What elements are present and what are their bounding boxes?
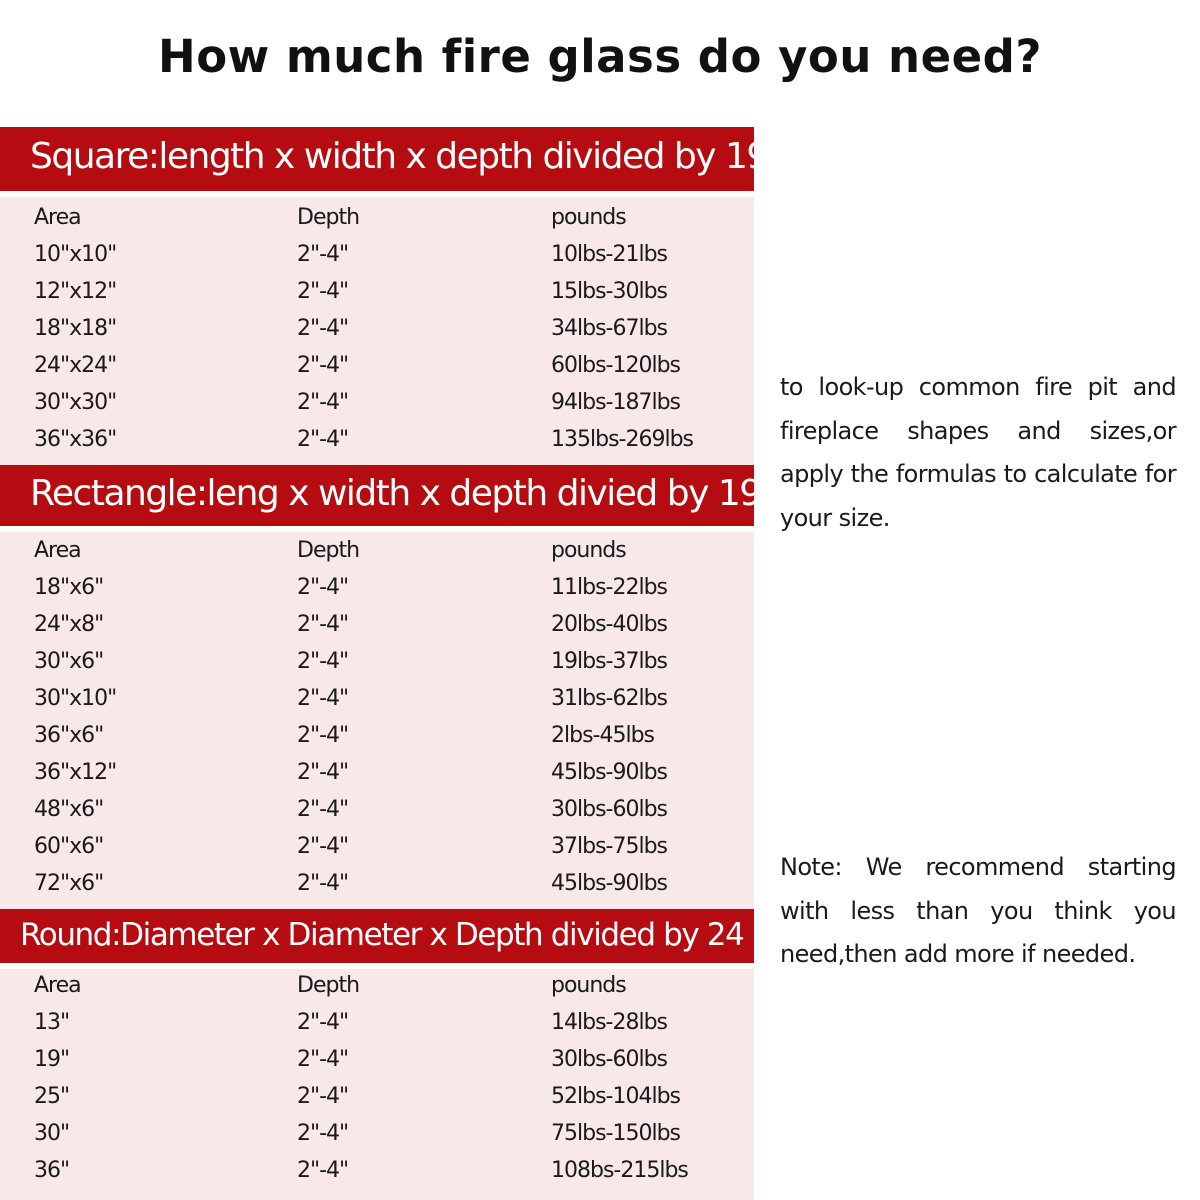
pounds-cell: 2lbs-45lbs — [551, 723, 655, 748]
area-cell: 30"x6" — [34, 649, 104, 674]
table-row — [0, 279, 754, 316]
table-row — [0, 316, 754, 353]
depth-column-header: Depth — [297, 973, 360, 998]
pounds-cell: 10lbs-21lbs — [551, 242, 668, 267]
area-cell: 30" — [34, 1121, 70, 1146]
depth-cell: 2"-4" — [297, 1158, 349, 1183]
pounds-cell: 15lbs-30lbs — [551, 279, 668, 304]
table-row — [0, 1010, 754, 1047]
depth-cell: 2"-4" — [297, 1121, 349, 1146]
table-row — [0, 1121, 754, 1158]
table-row — [0, 575, 754, 612]
depth-cell: 2"-4" — [297, 353, 349, 378]
table-row — [0, 1084, 754, 1121]
pounds-cell: 94lbs-187lbs — [551, 390, 681, 415]
table-row — [0, 390, 754, 427]
area-cell: 18"x6" — [34, 575, 104, 600]
depth-cell: 2"-4" — [297, 723, 349, 748]
area-cell: 60"x6" — [34, 834, 104, 859]
table-row — [0, 686, 754, 723]
round-section-heading: Round:Diameter x Diameter x Depth divided by 24 — [0, 909, 754, 969]
pounds-cell: 75lbs-150lbs — [551, 1121, 681, 1146]
page-title: How much fire glass do you need? — [158, 30, 1042, 83]
lookup-instructions: to look-up common fire pit and fireplace shapes and sizes,or apply the formulas to calculate for your size. — [780, 373, 1176, 532]
area-cell: 24"x24" — [34, 353, 117, 378]
pounds-column-header: pounds — [551, 538, 626, 563]
pounds-cell: 45lbs-90lbs — [551, 871, 668, 896]
depth-cell: 2"-4" — [297, 686, 349, 711]
depth-cell: 2"-4" — [297, 427, 349, 452]
area-cell: 24"x8" — [34, 612, 104, 637]
area-cell: 30"x10" — [34, 686, 117, 711]
pounds-cell: 37lbs-75lbs — [551, 834, 668, 859]
table-row — [0, 723, 754, 760]
pounds-cell: 60lbs-120lbs — [551, 353, 681, 378]
table-row — [0, 353, 754, 390]
area-cell: 36"x6" — [34, 723, 104, 748]
pounds-cell: 14lbs-28lbs — [551, 1010, 668, 1035]
table-row — [0, 612, 754, 649]
depth-cell: 2"-4" — [297, 316, 349, 341]
depth-cell: 2"-4" — [297, 1084, 349, 1109]
area-cell: 19" — [34, 1047, 70, 1072]
depth-cell: 2"-4" — [297, 612, 349, 637]
pounds-cell: 135lbs-269lbs — [551, 427, 693, 452]
area-cell: 36"x36" — [34, 427, 117, 452]
depth-cell: 2"-4" — [297, 1010, 349, 1035]
depth-cell: 2"-4" — [297, 649, 349, 674]
depth-cell: 2"-4" — [297, 279, 349, 304]
depth-cell: 2"-4" — [297, 797, 349, 822]
table-row — [0, 871, 754, 908]
depth-cell: 2"-4" — [297, 390, 349, 415]
pounds-cell: 30lbs-60lbs — [551, 1047, 668, 1072]
table-row — [0, 427, 754, 464]
pounds-cell: 52lbs-104lbs — [551, 1084, 681, 1109]
glass-table — [0, 127, 768, 1200]
area-cell: 18"x18" — [34, 316, 117, 341]
pounds-column-header: pounds — [551, 205, 626, 230]
table-row — [0, 242, 754, 279]
pounds-cell: 30lbs-60lbs — [551, 797, 668, 822]
recommendation-note: Note: We recommend starting with less than you think you need,then add more if needed. — [780, 853, 1176, 968]
area-column-header: Area — [34, 538, 81, 563]
depth-column-header: Depth — [297, 538, 360, 563]
column-header-row — [0, 205, 754, 242]
area-cell: 48"x6" — [34, 797, 104, 822]
depth-cell: 2"-4" — [297, 871, 349, 896]
area-column-header: Area — [34, 205, 81, 230]
area-cell: 10"x10" — [34, 242, 117, 267]
table-row — [0, 797, 754, 834]
area-cell: 25" — [34, 1084, 70, 1109]
pounds-cell: 20lbs-40lbs — [551, 612, 668, 637]
depth-cell: 2"-4" — [297, 242, 349, 267]
area-cell: 36" — [34, 1158, 70, 1183]
depth-cell: 2"-4" — [297, 760, 349, 785]
depth-cell: 2"-4" — [297, 834, 349, 859]
area-cell: 72"x6" — [34, 871, 104, 896]
column-header-row — [0, 538, 754, 575]
pounds-cell: 45lbs-90lbs — [551, 760, 668, 785]
pounds-cell: 108bs-215lbs — [551, 1158, 688, 1183]
table-row — [0, 1158, 754, 1195]
pounds-cell: 34lbs-67lbs — [551, 316, 668, 341]
area-cell: 13" — [34, 1010, 70, 1035]
pounds-cell: 19lbs-37lbs — [551, 649, 668, 674]
pounds-cell: 11lbs-22lbs — [551, 575, 668, 600]
depth-cell: 2"-4" — [297, 575, 349, 600]
rectangle-section-heading: Rectangle:leng x width x depth divied by 19 — [0, 465, 754, 532]
pounds-cell: 31lbs-62lbs — [551, 686, 668, 711]
pounds-column-header: pounds — [551, 973, 626, 998]
table-row — [0, 760, 754, 797]
table-row — [0, 834, 754, 871]
depth-cell: 2"-4" — [297, 1047, 349, 1072]
area-column-header: Area — [34, 973, 81, 998]
depth-column-header: Depth — [297, 205, 360, 230]
table-row — [0, 649, 754, 686]
table-row — [0, 1047, 754, 1084]
square-section-heading: Square:length x width x depth divided by 19 — [0, 127, 754, 197]
area-cell: 12"x12" — [34, 279, 117, 304]
area-cell: 36"x12" — [34, 760, 117, 785]
area-cell: 30"x30" — [34, 390, 117, 415]
column-header-row — [0, 973, 754, 1010]
